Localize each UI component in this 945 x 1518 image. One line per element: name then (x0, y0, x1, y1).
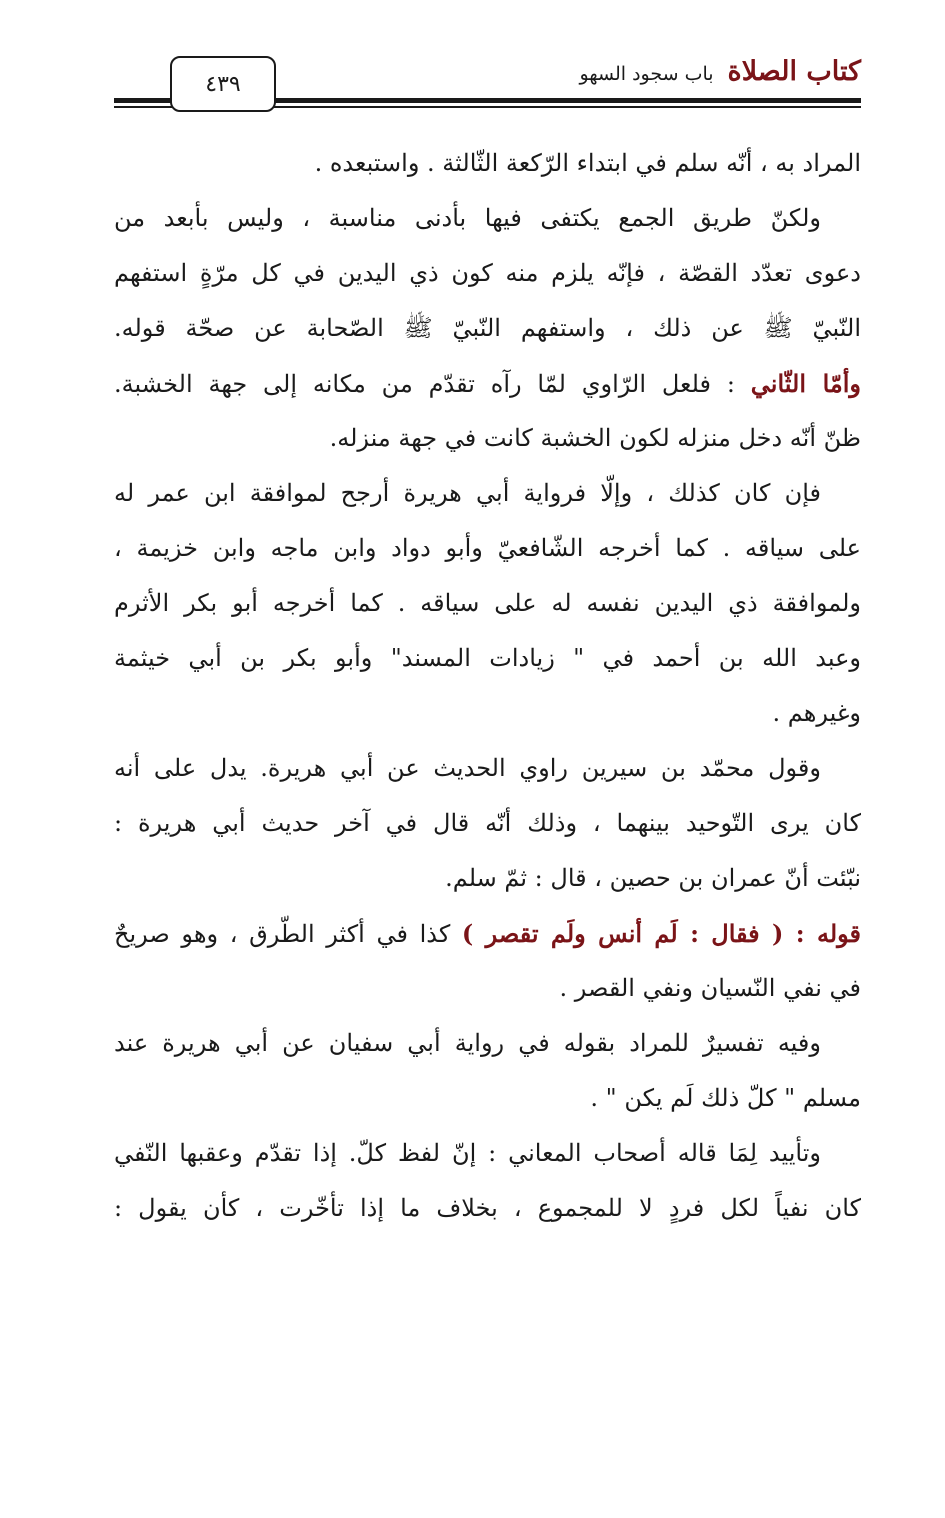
text-line: كان يرى التّوحيد بينهما ، وذلك أنّه قال في آخر حديث أبي هريرة : (114, 809, 861, 837)
text-line: كان نفياً لكل فردٍ لا للمجموع ، بخلاف ما إذا تأخّرت ، كأن يقول : (114, 1194, 861, 1222)
text-line: مسلم " كلّ ذلك لَم يكن " . (590, 1084, 861, 1112)
text-line: ولكنّ طريق الجمع يكتفى فيها بأدنى مناسبة ، وليس بأبعد من (114, 204, 821, 232)
chapter-title: باب سجود السهو (579, 63, 714, 85)
page-number: ٤٣٩ (170, 56, 276, 112)
running-head (579, 56, 861, 87)
book-title: كتاب الصلاة (727, 56, 861, 87)
text-line: في نفي النّسيان ونفي القصر . (559, 974, 861, 1002)
text-line: نبّئت أنّ عمران بن حصين ، قال : ثمّ سلم. (445, 864, 861, 892)
text-line: فإن كان كذلك ، وإلّا فرواية أبي هريرة أرجح لموافقة ابن عمر له (114, 479, 821, 507)
text-line: وعبد الله بن أحمد في " زيادات المسند" وأبو بكر بن أبي خيثمة (114, 644, 861, 672)
text-line: ظنّ أنّه دخل منزله لكون الخشبة كانت في جهة منزله. (329, 424, 861, 452)
text-line: وتأييد لِمَا قاله أصحاب المعاني : إنّ لفظ كلّ. إذا تقدّم وعقبها النّفي (114, 1139, 821, 1167)
text-line: ولموافقة ذي اليدين نفسه له على سياقه . كما أخرجه أبو بكر الأثرم (114, 589, 861, 617)
text-line: وأمّا الثّاني : فلعل الرّاوي لمّا رآه تقدّم من مكانه إلى جهة الخشبة. (114, 369, 861, 398)
text-line: قوله : ( فقال : لَم أنس ولَم تقصر ) كذا في أكثر الطّرق ، وهو صريحٌ (114, 919, 861, 948)
text-line: وغيرهم . (772, 699, 861, 727)
highlight-term: قوله : ( فقال : لَم أنس ولَم تقصر ) (461, 919, 861, 948)
text-line: دعوى تعدّد القصّة ، فإنّه يلزم منه كون ذي اليدين في كل مرّةٍ استفهم (114, 259, 861, 287)
text-line: المراد به ، أنّه سلم في ابتداء الرّكعة الثّالثة . واستبعده . (314, 149, 861, 177)
text-line: على سياقه . كما أخرجه الشّافعيّ وأبو دواد وابن ماجه وابن خزيمة ، (114, 534, 861, 562)
text-line: وقول محمّد بن سيرين راوي الحديث عن أبي هريرة. يدل على أنه (114, 754, 821, 782)
page-header (114, 44, 861, 114)
highlight-term: وأمّا الثّاني (750, 369, 861, 398)
text-line: النّبيّ ﷺ عن ذلك ، واستفهم النّبيّ ﷺ الصّحابة عن صحّة قوله. (114, 314, 861, 342)
page-body (114, 136, 861, 1236)
text-line: وفيه تفسيرٌ للمراد بقوله في رواية أبي سفيان عن أبي هريرة عند (114, 1029, 821, 1057)
